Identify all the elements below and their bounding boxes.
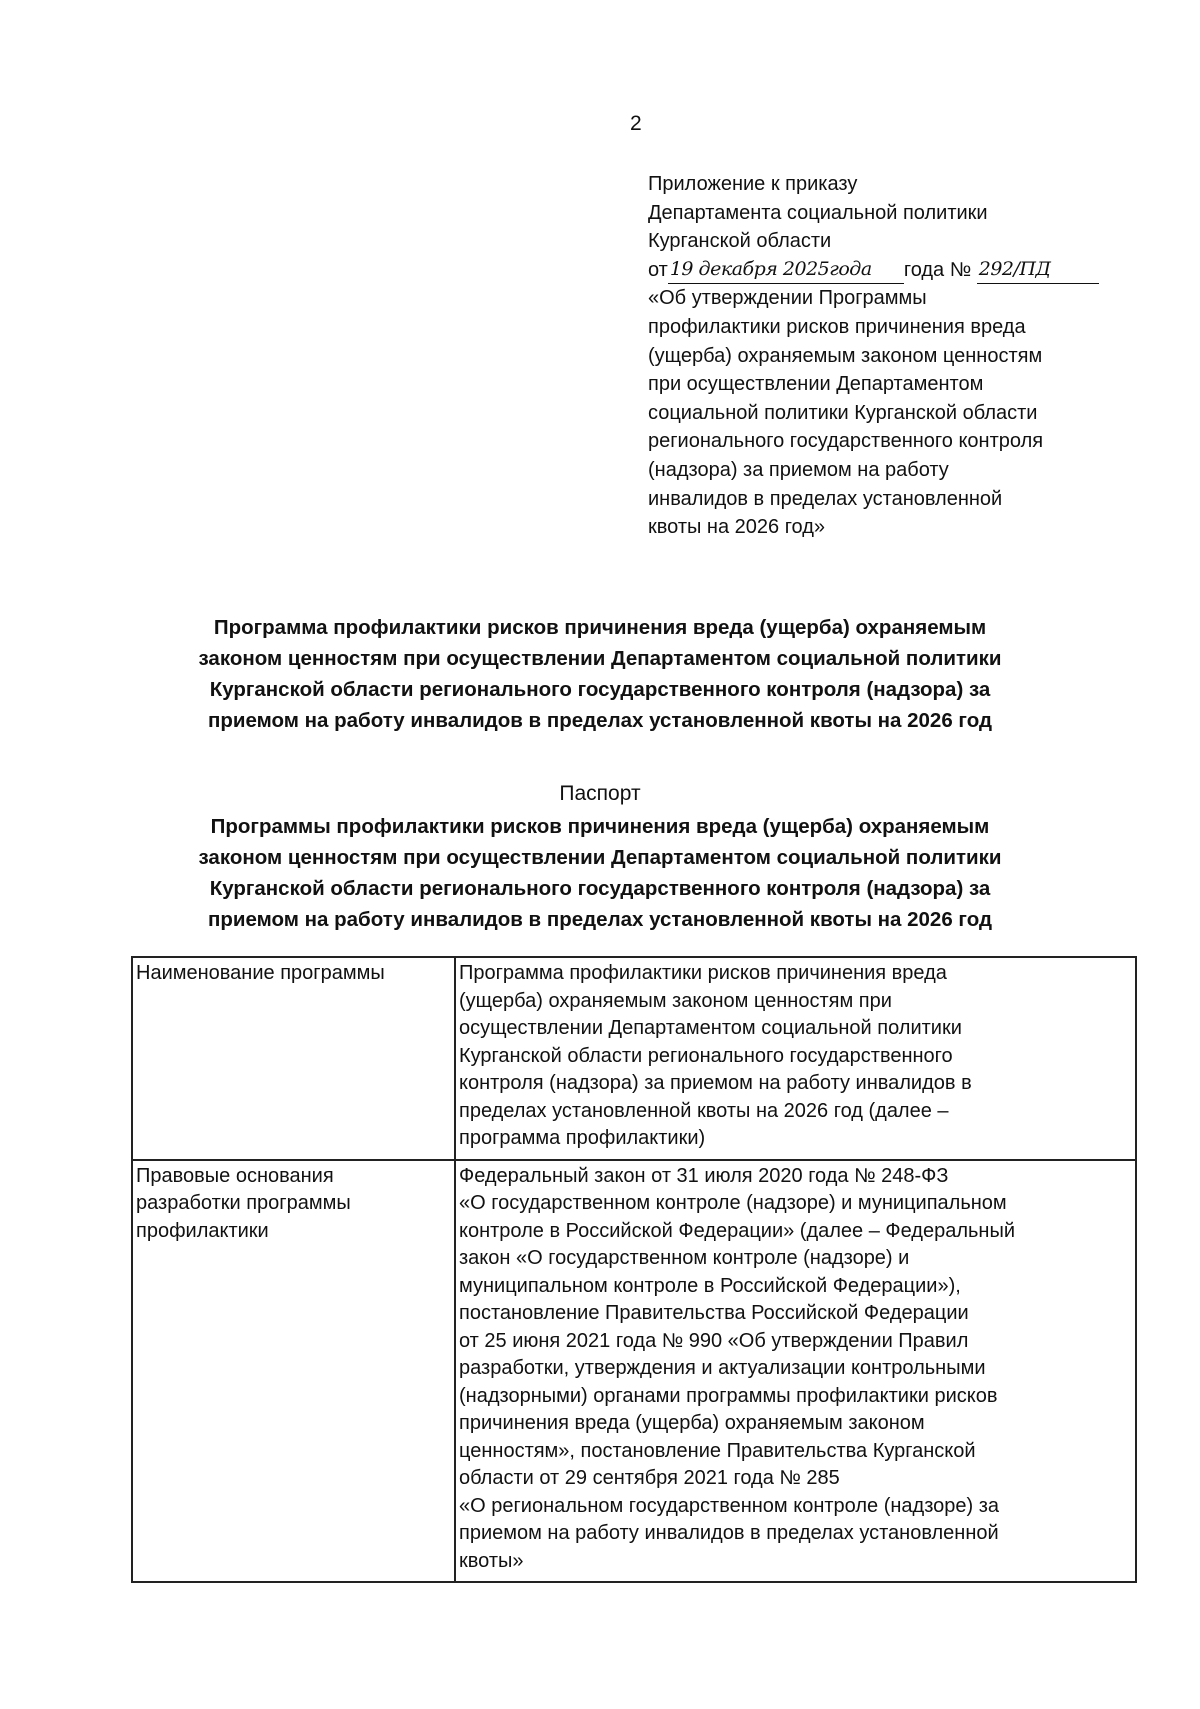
passport-title-line: Курганской области регионального государственного контроля (надзора) за	[209, 877, 991, 900]
passport-title	[130, 811, 1070, 935]
row-value-line: приемом на работу инвалидов в пределах установленной	[459, 1522, 999, 1544]
appendix-line: Департамента социальной политики	[648, 201, 988, 224]
passport-table	[131, 956, 1137, 1583]
row-label-cell	[132, 1160, 455, 1583]
row-value-line: пределах установленной квоты на 2026 год (далее –	[459, 1099, 949, 1122]
passport-label: Паспорт	[559, 782, 641, 805]
passport-title-line: законом ценностям при осуществлении Департаментом социальной политики	[198, 846, 1002, 869]
passport-title-line: Программы профилактики рисков причинения вреда (ущерба) охраняемым	[210, 815, 990, 838]
page-number: 2	[630, 112, 642, 135]
row-label-line: разработки программы	[136, 1192, 351, 1214]
passport-title-line: приемом на работу инвалидов в пределах установленной квоты на 2026 год	[208, 908, 992, 931]
row-value-line: «О государственном контроле (надзоре) и муниципальном	[459, 1192, 1007, 1214]
row-value-line: (ущерба) охраняемым законом ценностям при	[459, 989, 892, 1012]
handwritten-number: 292/ПД	[978, 257, 1051, 280]
row-value-line: контроле в Российской Федерации» (далее – Федеральный	[459, 1219, 1016, 1242]
row-value-line: разработки, утверждения и актуализации контрольными	[459, 1357, 986, 1379]
row-value-line: Программа профилактики рисков причинения вреда	[459, 962, 947, 984]
row-value-line: Федеральный закон от 31 июля 2020 года № 248-ФЗ	[459, 1164, 949, 1187]
order-date-line	[648, 256, 1148, 285]
row-value-line: программа профилактики)	[459, 1127, 706, 1149]
appendix-subject-line: профилактики рисков причинения вреда	[648, 315, 1026, 338]
row-value-line: постановление Правительства Российской Федерации	[459, 1302, 969, 1324]
row-value-line: «О региональном государственном контроле (надзоре) за	[459, 1494, 1000, 1517]
row-value-line: области от 29 сентября 2021 года № 285	[459, 1467, 840, 1489]
row-value-line: муниципальном контроле в Российской Федерации»),	[459, 1274, 961, 1297]
program-title	[130, 612, 1070, 736]
number-fill-line	[977, 259, 1099, 284]
row-value-line: (надзорными) органами программы профилактики рисков	[459, 1384, 998, 1407]
row-value-line: Курганской области регионального государственного	[459, 1044, 953, 1067]
program-title-line: Курганской области регионального государственного контроля (надзора) за	[209, 678, 991, 701]
table-row	[132, 1160, 1136, 1583]
program-title-line: приемом на работу инвалидов в пределах установленной квоты на 2026 год	[208, 709, 992, 732]
appendix-subject-line: (ущерба) охраняемым законом ценностям	[648, 344, 1043, 367]
appendix-header	[648, 170, 1148, 542]
program-title-line: законом ценностям при осуществлении Департаментом социальной политики	[198, 647, 1002, 670]
row-value-line: от 25 июня 2021 года № 990 «Об утверждении Правил	[459, 1329, 969, 1352]
appendix-subject-line: (надзора) за приемом на работу	[648, 458, 949, 481]
row-label-line: профилактики	[136, 1219, 269, 1242]
appendix-subject	[648, 284, 1148, 541]
row-value-line: ценностям», постановление Правительства Курганской	[459, 1439, 976, 1462]
appendix-subject-line: «Об утверждении Программы	[648, 287, 927, 310]
row-value-line: квоты»	[459, 1549, 524, 1572]
appendix-subject-line: социальной политики Курганской области	[648, 401, 1038, 424]
appendix-subject-line: регионального государственного контроля	[648, 430, 1044, 453]
appendix-line: Приложение к приказу	[648, 173, 858, 195]
handwritten-date: 19 декабря 2025года	[669, 257, 872, 280]
row-value-line: контроля (надзора) за приемом на работу инвалидов в	[459, 1072, 972, 1094]
row-value-cell	[455, 1160, 1136, 1583]
date-fill-line	[668, 259, 904, 284]
row-value-line: причинения вреда (ущерба) охраняемым законом	[459, 1412, 925, 1434]
program-title-line: Программа профилактики рисков причинения вреда (ущерба) охраняемым	[213, 616, 987, 639]
appendix-subject-line: при осуществлении Департаментом	[648, 373, 984, 396]
row-value-line: закон «О государственном контроле (надзоре) и	[459, 1247, 910, 1269]
row-label-line: Наименование программы	[136, 962, 385, 984]
row-label-line: Правовые основания	[136, 1164, 334, 1187]
year-number-label: года №	[903, 258, 972, 281]
row-value-cell	[455, 957, 1136, 1160]
appendix-subject-line: квоты на 2026 год»	[648, 516, 826, 539]
row-label-cell	[132, 957, 455, 1160]
ot-label: от	[648, 258, 668, 281]
row-value-line: осуществлении Департаментом социальной политики	[459, 1017, 962, 1039]
appendix-line: Курганской области	[648, 230, 832, 253]
table-row	[132, 957, 1136, 1160]
appendix-subject-line: инвалидов в пределах установленной	[648, 487, 1003, 510]
